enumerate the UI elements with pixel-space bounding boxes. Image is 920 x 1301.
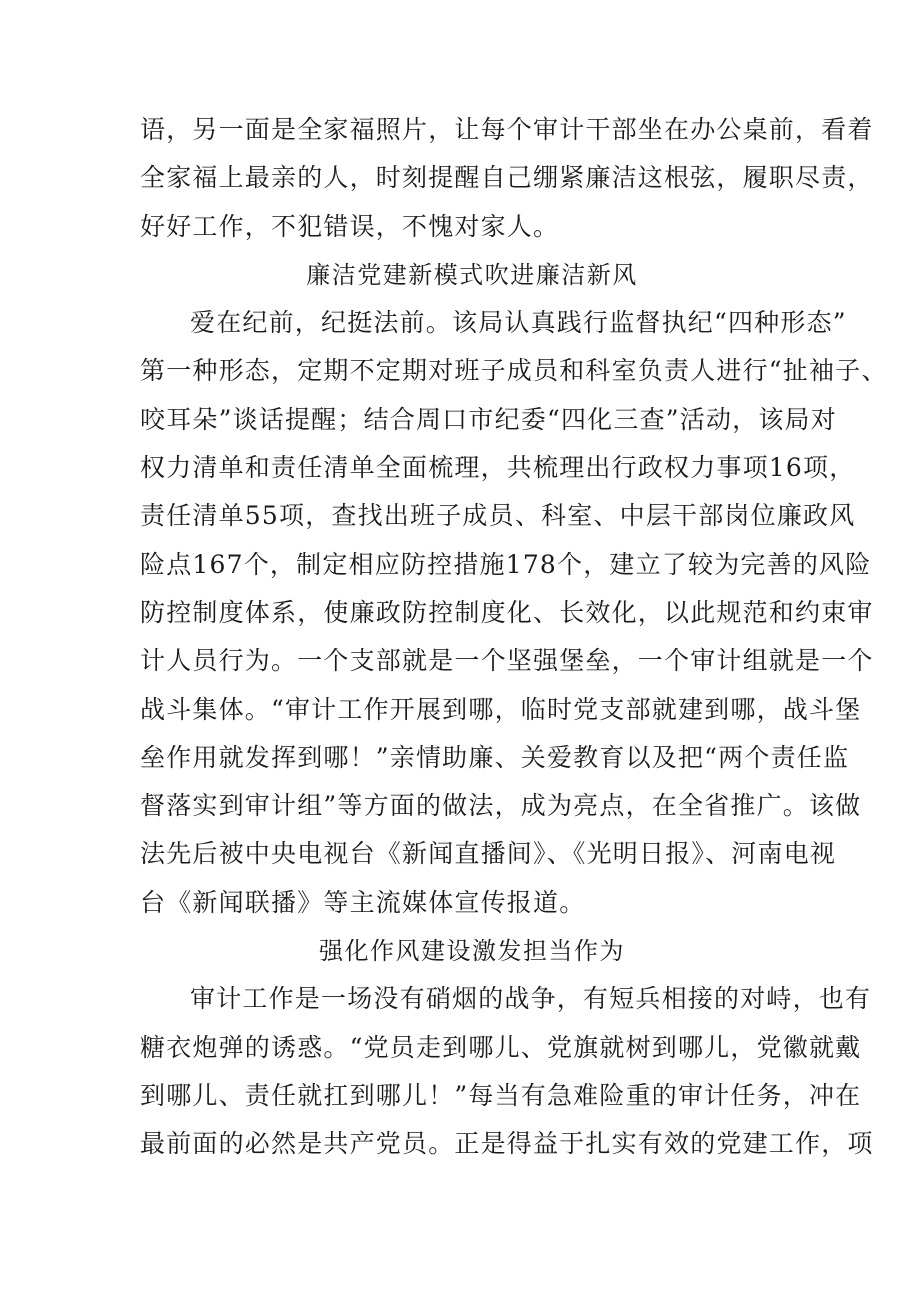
text-line: 到哪儿、责任就扛到哪儿！”每当有急难险重的审计任务，冲在 [140, 1080, 862, 1110]
text-line: 险点167个，制定相应防控措施178个，建立了较为完善的风险 [140, 549, 872, 579]
section-heading-integrity-party-building: 廉洁党建新模式吹进廉洁新风 [306, 260, 638, 289]
text-line: 爱在纪前，纪挺法前。该局认真践行监督执纪“四种形态” [190, 308, 847, 338]
paragraph-audit-work [140, 975, 874, 1168]
text-line: 好好工作，不犯错误，不愧对家人。 [140, 211, 560, 241]
text-line: 法先后被中央电视台《新闻直播间》、《光明日报》、河南电视 [140, 839, 837, 869]
text-line: 战斗集体。“审计工作开展到哪，临时党支部就建到哪，战斗堡 [140, 694, 862, 724]
paragraph-continuation [140, 106, 874, 251]
text-line: 咬耳朵”谈话提醒；结合周口市纪委“四化三查”活动，该局对 [140, 404, 837, 434]
paragraph-discipline [140, 299, 888, 927]
text-line: 责任清单55项，查找出班子成员、科室、中层干部岗位廉政风 [140, 501, 856, 531]
text-line: 计人员行为。一个支部就是一个坚强堡垒，一个审计组就是一个 [140, 646, 874, 676]
text-line: 糖衣炮弹的诱惑。“党员走到哪儿、党旗就树到哪儿，党徽就戴 [140, 1032, 862, 1062]
text-line: 权力清单和责任清单全面梳理，共梳理出行政权力事项16项， [140, 453, 856, 483]
text-line: 垒作用就发挥到哪！”亲情助廉、关爱教育以及把“两个责任监 [140, 742, 850, 772]
text-line: 第一种形态，定期不定期对班子成员和科室负责人进行“扯袖子、 [140, 356, 888, 386]
text-line: 审计工作是一场没有硝烟的战争，有短兵相接的对峙，也有 [190, 984, 872, 1014]
text-line: 语，另一面是全家福照片，让每个审计干部坐在办公桌前，看着 [140, 115, 874, 144]
text-line: 台《新闻联播》等主流媒体宣传报道。 [140, 887, 586, 917]
document-page [140, 106, 888, 1169]
section-heading-work-style: 强化作风建设激发担当作为 [319, 937, 625, 966]
text-line: 全家福上最亲的人，时刻提醒自己绷紧廉洁这根弦，履职尽责， [140, 163, 874, 193]
text-line: 督落实到审计组”等方面的做法，成为亮点，在全省推广。该做 [140, 791, 862, 821]
text-line: 最前面的必然是共产党员。正是得益于扎实有效的党建工作，项 [140, 1129, 874, 1159]
text-line: 防控制度体系，使廉政防控制度化、长效化，以此规范和约束审 [140, 597, 874, 627]
